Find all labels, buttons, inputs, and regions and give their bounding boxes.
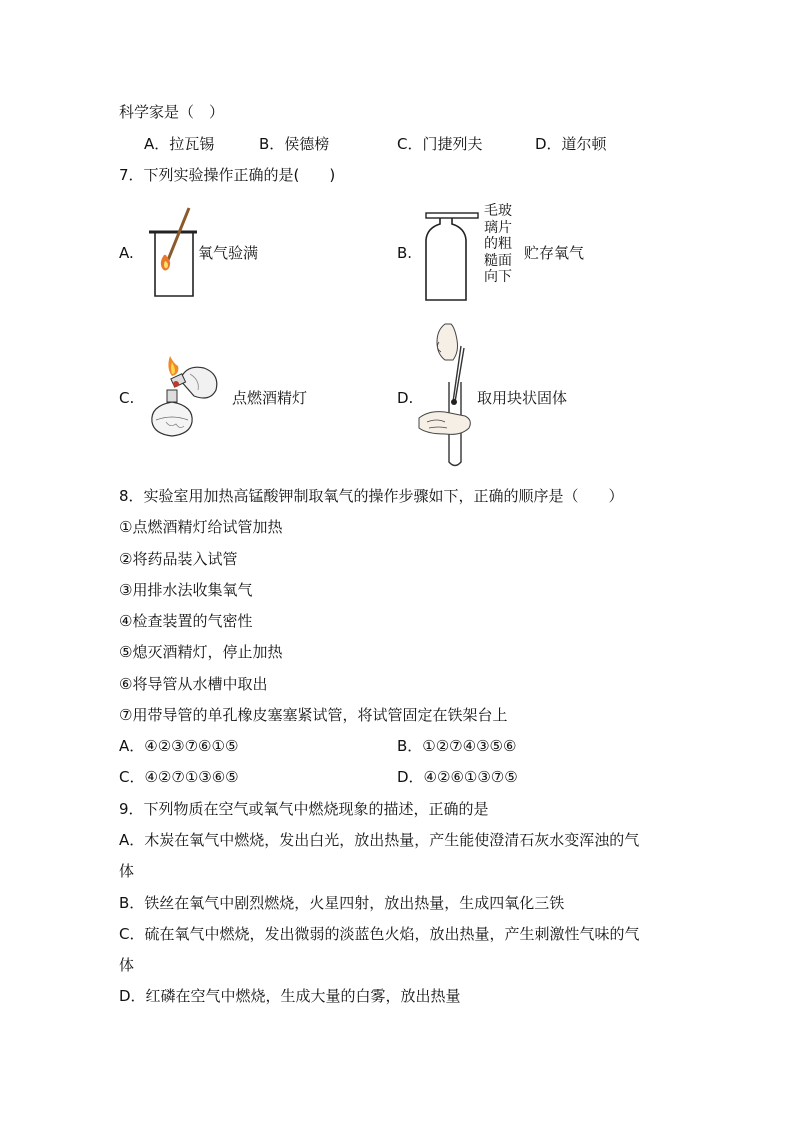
q9-option-b[interactable]: B．铁丝在氧气中剧烈燃烧，火星四射，放出热量，生成四氧化三铁 <box>119 894 565 912</box>
q6-option-a[interactable]: A．拉瓦锡 <box>144 135 215 153</box>
q7-option-c-letter[interactable]: C. <box>119 389 135 407</box>
q8-option-c[interactable]: C．④②⑦①③⑥⑤ <box>119 768 239 786</box>
q7-option-a-letter[interactable]: A. <box>119 244 134 262</box>
q9-option-c-cont[interactable]: 体 <box>119 956 135 974</box>
q7-option-d-text: 取用块状固体 <box>477 389 568 407</box>
q8-step: ⑤熄灭酒精灯，停止加热 <box>119 643 283 661</box>
q9-option-a-cont[interactable]: 体 <box>119 862 135 880</box>
q8-step: ④检查装置的气密性 <box>119 612 253 630</box>
alcohol-lamp-figure <box>142 350 232 442</box>
q8-step: ⑦用带导管的单孔橡皮塞塞紧试管，将试管固定在铁架台上 <box>119 706 508 724</box>
bottle-note-line: 毛玻 <box>484 203 512 219</box>
q8-step: ③用排水法收集氧气 <box>119 581 253 599</box>
q6-option-c[interactable]: C．门捷列夫 <box>397 135 483 153</box>
gas-bottle-figure <box>422 208 484 303</box>
q7-option-d-letter[interactable]: D. <box>397 389 414 407</box>
oxygen-full-test-figure <box>145 205 200 300</box>
solid-into-tube-figure <box>417 322 477 470</box>
q7-option-b-letter[interactable]: B. <box>397 244 413 262</box>
q7-stem: 7．下列实验操作正确的是( ) <box>119 166 336 184</box>
q6-option-b[interactable]: B．侯德榜 <box>259 135 330 153</box>
q8-stem: 8．实验室用加热高锰酸钾制取氧气的操作步骤如下，正确的顺序是（ ） <box>119 487 624 505</box>
q8-option-b[interactable]: B．①②⑦④③⑤⑥ <box>397 737 517 755</box>
bottle-note-line: 糙面 <box>484 252 512 269</box>
q9-option-c[interactable]: C．硫在氧气中燃烧，发出微弱的淡蓝色火焰，放出热量，产生刺激性气味的气 <box>119 925 640 943</box>
q7-option-b-text: 贮存氧气 <box>524 244 585 262</box>
q6-option-d[interactable]: D．道尔顿 <box>535 135 607 153</box>
q8-step: ⑥将导管从水槽中取出 <box>119 675 268 693</box>
q8-option-a[interactable]: A．④②③⑦⑥①⑤ <box>119 737 239 755</box>
q8-step: ②将药品装入试管 <box>119 550 238 568</box>
bottle-note <box>484 203 518 286</box>
q7-option-a-text: 氧气验满 <box>198 244 259 262</box>
q6-stem-tail: 科学家是（ ） <box>119 103 225 121</box>
q7-option-c-text: 点燃酒精灯 <box>232 389 308 407</box>
q9-stem: 9．下列物质在空气或氧气中燃烧现象的描述，正确的是 <box>119 800 489 818</box>
bottle-note-line: 向下 <box>484 269 512 285</box>
q8-option-d[interactable]: D．④②⑥①③⑦⑤ <box>397 768 518 786</box>
q8-step: ①点燃酒精灯给试管加热 <box>119 518 283 536</box>
q9-option-a[interactable]: A．木炭在氧气中燃烧，发出白光，放出热量，产生能使澄清石灰水变浑浊的气 <box>119 831 640 849</box>
bottle-note-line: 的粗 <box>484 236 512 252</box>
bottle-note-line: 璃片 <box>484 219 512 236</box>
q9-option-d[interactable]: D．红磷在空气中燃烧，生成大量的白雾，放出热量 <box>119 987 461 1005</box>
